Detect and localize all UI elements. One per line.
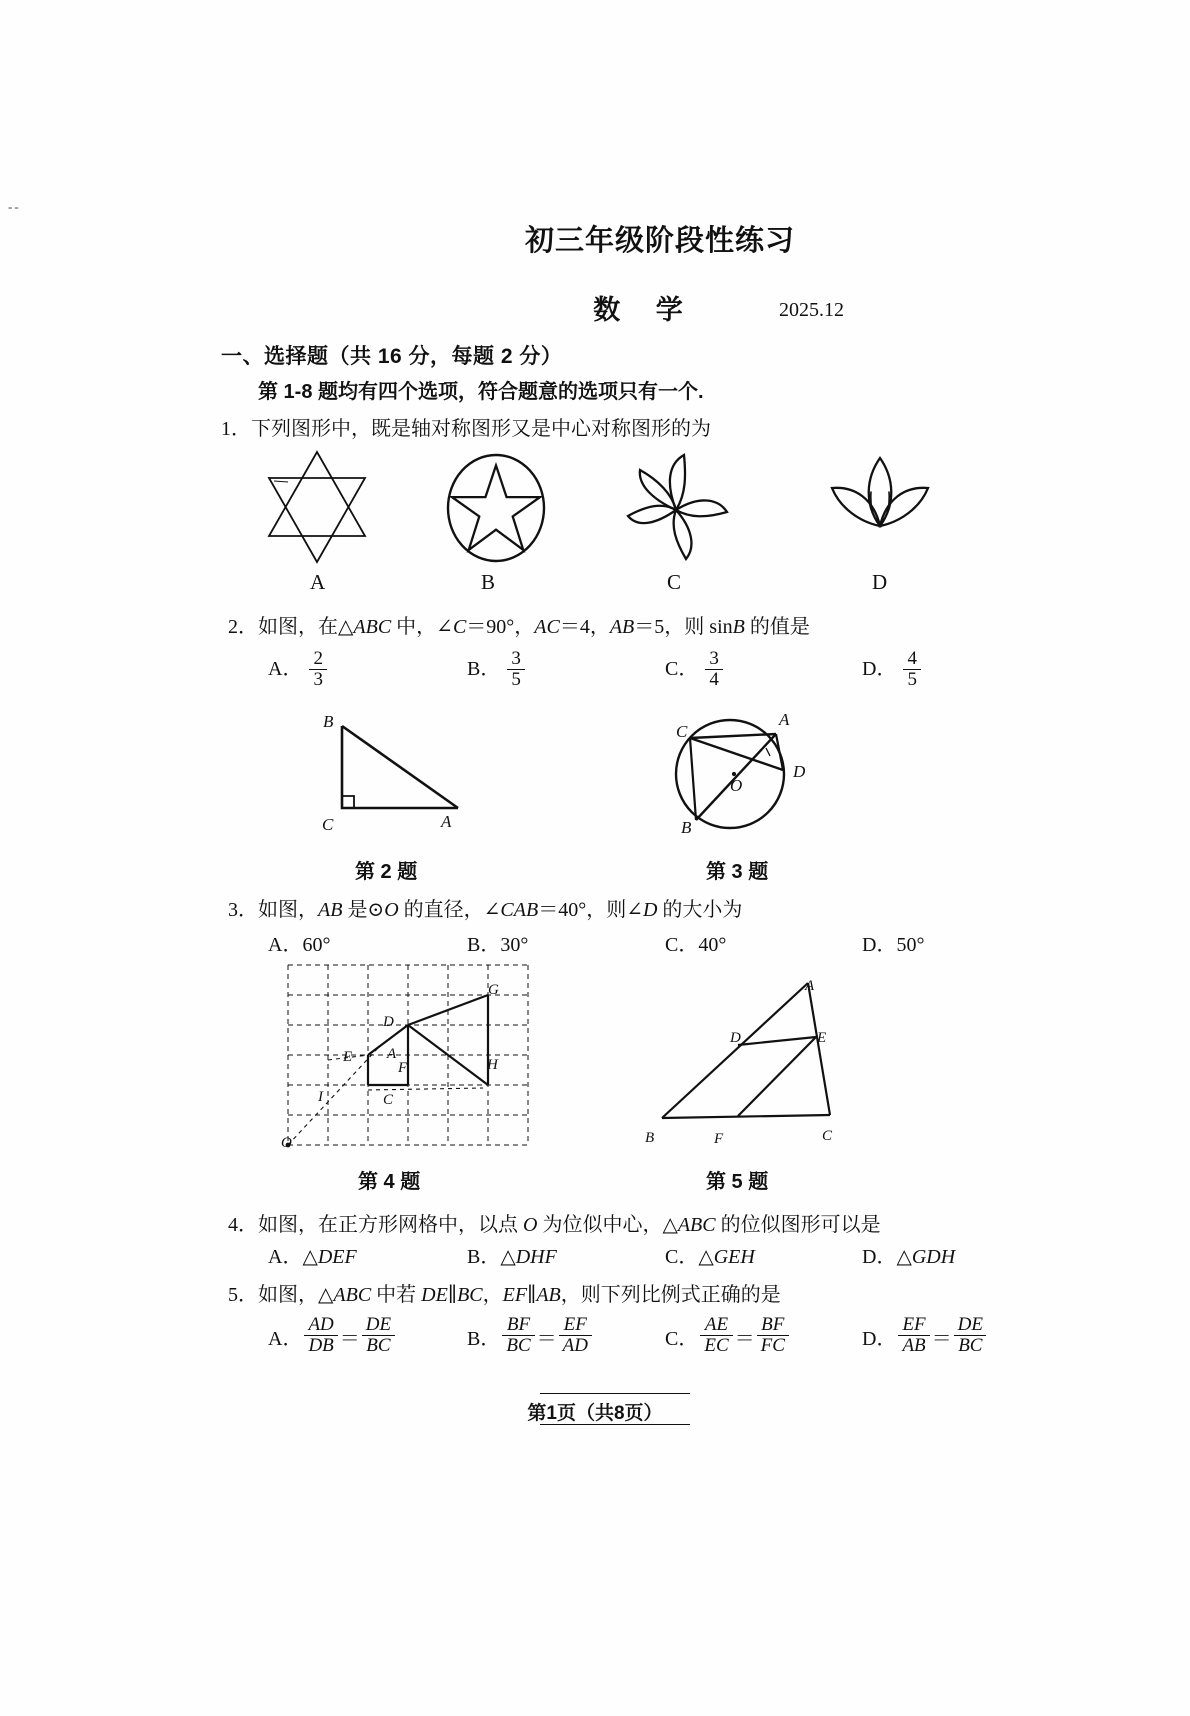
q2-angle-c: C [452, 616, 467, 638]
q5-par2: ∥ [527, 1284, 537, 1306]
figure-star-in-circle [441, 452, 551, 564]
q5-opt-b-left-fraction: $\frac{BF}{BC}$ [502, 1315, 534, 1356]
q5-par1: ∥ [447, 1284, 458, 1306]
q2-label-b: B [323, 712, 334, 731]
q3-label-c: C [676, 722, 688, 741]
q2-mid2: ＝90°， [466, 616, 535, 638]
q3-ab: AB [318, 899, 343, 921]
q5-mid2: ， [482, 1284, 503, 1306]
q2-prefix: 2．如图，在△ [228, 616, 354, 638]
q4-label-o: O [281, 1135, 292, 1151]
q3-prefix: 3．如图， [228, 899, 318, 921]
q4-mid1: 为位似中心，△ [537, 1214, 678, 1236]
q5-opt-a-label: A． [268, 1327, 303, 1350]
question-3-option-c[interactable]: C．40° [665, 934, 727, 956]
q5-opt-d-right-fraction: $\frac{DE}{BC}$ [954, 1315, 987, 1356]
q2-opt-c-fraction: $\frac{3}{4}$ [705, 649, 723, 690]
figure-2-caption: 第 2 题 [355, 861, 418, 883]
q5-bc: BC [457, 1284, 483, 1306]
q4-opt-d-label: D．△ [862, 1246, 912, 1268]
q2-label-c: C [322, 815, 334, 834]
exam-date: 2025.12 [779, 299, 844, 321]
q2-ab: AB [609, 616, 635, 638]
q5-opt-d-label: D． [862, 1327, 897, 1350]
q4-label-g: G [488, 982, 499, 998]
q4-opt-d-tri: GDH [911, 1246, 956, 1268]
q2-mid1: 中，∠ [391, 616, 453, 638]
q5-prefix: 5．如图，△ [228, 1284, 334, 1306]
q5-mid1: 中若 [371, 1284, 422, 1306]
shape-letter-c: C [667, 570, 682, 594]
question-5-option-b[interactable] [467, 1316, 594, 1357]
q5-label-e: E [817, 1030, 827, 1046]
q2-opt-a-label: A． [268, 658, 303, 681]
scan-artifact: -- [8, 199, 21, 214]
page-title: 初三年级阶段性练习 [524, 225, 795, 257]
q2-opt-b-fraction: $\frac{3}{5}$ [507, 649, 525, 690]
q5-opt-c-equals: ＝ [734, 1327, 755, 1350]
q4-abc: ABC [677, 1214, 716, 1236]
q5-label-b: B [645, 1130, 655, 1146]
q5-opt-a-right-fraction: $\frac{DE}{BC}$ [362, 1315, 395, 1356]
q4-label-i: I [318, 1089, 323, 1105]
question-1-stem: 1．下列图形中，既是轴对称图形又是中心对称图形的为 [221, 418, 711, 440]
question-2-stem [228, 610, 810, 639]
q5-abc: ABC [333, 1284, 372, 1306]
q2-sinb: B [732, 616, 745, 638]
figure-4-caption: 第 4 题 [358, 1171, 421, 1193]
q3-cab: CAB [500, 899, 539, 921]
question-5-option-d[interactable] [862, 1316, 989, 1357]
q5-label-c: C [822, 1128, 833, 1144]
q2-opt-a-fraction: $\frac{2}{3}$ [309, 649, 327, 690]
q5-opt-c-left-fraction: $\frac{AE}{EC}$ [700, 1315, 732, 1356]
shape-letter-d: D [872, 570, 888, 594]
q2-opt-d-fraction: $\frac{4}{5}$ [903, 649, 921, 690]
q4-o: O [523, 1214, 538, 1236]
q5-opt-b-label: B． [467, 1327, 501, 1350]
question-5-option-c[interactable] [665, 1316, 791, 1357]
question-4-option-a[interactable] [268, 1240, 357, 1269]
q3-label-b: B [681, 818, 692, 837]
question-4-option-c[interactable] [665, 1240, 755, 1269]
q3-d: D [642, 899, 658, 921]
question-3-option-d[interactable]: D．50° [862, 934, 925, 956]
q4-prefix: 4．如图，在正方形网格中，以点 [228, 1214, 523, 1236]
question-2-option-d[interactable] [862, 650, 923, 691]
question-2-option-b[interactable] [467, 650, 527, 691]
figure-pinwheel [620, 450, 732, 564]
q5-label-f: F [714, 1131, 724, 1147]
q3-label-a: A [779, 710, 790, 729]
figure-q2-right-triangle [330, 716, 470, 826]
q5-opt-d-left-fraction: $\frac{EF}{AB}$ [898, 1315, 929, 1356]
q4-opt-a-tri: DEF [317, 1246, 357, 1268]
q5-opt-c-label: C． [665, 1327, 699, 1350]
q4-label-c: C [383, 1092, 394, 1108]
q5-suffix: ，则下列比例式正确的是 [560, 1284, 781, 1306]
q2-ac: AC [534, 616, 560, 638]
question-4-option-b[interactable] [467, 1240, 557, 1269]
q5-opt-b-right-fraction: $\frac{EF}{AD}$ [559, 1315, 592, 1356]
question-5-stem [228, 1278, 781, 1307]
q2-opt-c-label: C． [665, 658, 699, 681]
q2-label-a: A [441, 812, 452, 831]
question-4-option-d[interactable] [862, 1240, 955, 1269]
q3-mid1: 是⊙ [342, 899, 385, 921]
q3-label-o: O [730, 776, 743, 795]
q4-suffix: 的位似图形可以是 [715, 1214, 881, 1236]
question-2-option-c[interactable] [665, 650, 725, 691]
q5-opt-d-equals: ＝ [931, 1327, 952, 1350]
question-5-option-a[interactable] [268, 1316, 397, 1357]
figure-5-caption: 第 5 题 [706, 1171, 769, 1193]
q4-label-a: A [387, 1046, 397, 1062]
q4-label-h: H [487, 1057, 498, 1073]
q3-label-d: D [793, 762, 806, 781]
q4-opt-b-tri: DHF [515, 1246, 557, 1268]
q5-ef: EF [502, 1284, 528, 1306]
figure-q5-triangle [650, 975, 865, 1140]
question-3-option-a[interactable]: A．60° [268, 934, 331, 956]
figure-hexagram [258, 448, 376, 566]
q2-mid3: ＝4， [559, 616, 610, 638]
figure-lotus [820, 452, 940, 562]
shape-letter-b: B [481, 570, 496, 594]
question-3-stem [228, 893, 742, 922]
figure-3-caption: 第 3 题 [706, 861, 769, 883]
q5-de: DE [421, 1284, 448, 1306]
q4-opt-c-label: C．△ [665, 1246, 714, 1268]
question-2-option-a[interactable] [268, 650, 329, 691]
shape-letter-a: A [310, 570, 326, 594]
question-3-option-b[interactable]: B．30° [467, 934, 529, 956]
q4-label-f: F [398, 1060, 408, 1076]
section-heading: 一、选择题（共 16 分，每题 2 分） [221, 345, 563, 368]
section-note: 第 1-8 题均有四个选项，符合题意的选项只有一个. [258, 381, 704, 403]
q2-suffix: 的值是 [744, 616, 810, 638]
page-footer [0, 1396, 1190, 1427]
q4-opt-a-label: A．△ [268, 1246, 318, 1268]
q2-triangle: ABC [353, 616, 392, 638]
q4-opt-b-label: B．△ [467, 1246, 516, 1268]
q4-label-d: D [383, 1014, 394, 1030]
page-number-label: 第1页（共8页） [527, 1403, 663, 1424]
q2-mid4: ＝5，则 sin [634, 616, 733, 638]
q5-label-a: A [805, 978, 815, 994]
subject-label: 数 学 [593, 295, 697, 325]
question-4-stem [228, 1208, 881, 1237]
q3-suffix: 的大小为 [657, 899, 743, 921]
q3-mid3: ＝40°，则∠ [538, 899, 643, 921]
q5-opt-a-left-fraction: $\frac{AD}{DB}$ [304, 1315, 337, 1356]
q5-opt-a-equals: ＝ [339, 1327, 360, 1350]
q4-opt-c-tri: GEH [713, 1246, 755, 1268]
q2-opt-d-label: D． [862, 658, 897, 681]
q5-ab: AB [536, 1284, 561, 1306]
footer-rule-top [540, 1393, 690, 1394]
q3-mid2: 的直径，∠ [398, 899, 501, 921]
q4-label-e: E [343, 1049, 353, 1065]
subject-row [0, 288, 1190, 325]
q3-o: O [384, 899, 399, 921]
q2-opt-b-label: B． [467, 658, 501, 681]
q5-opt-c-right-fraction: $\frac{BF}{FC}$ [757, 1315, 789, 1356]
q5-opt-b-equals: ＝ [536, 1327, 557, 1350]
q5-label-d: D [730, 1030, 741, 1046]
